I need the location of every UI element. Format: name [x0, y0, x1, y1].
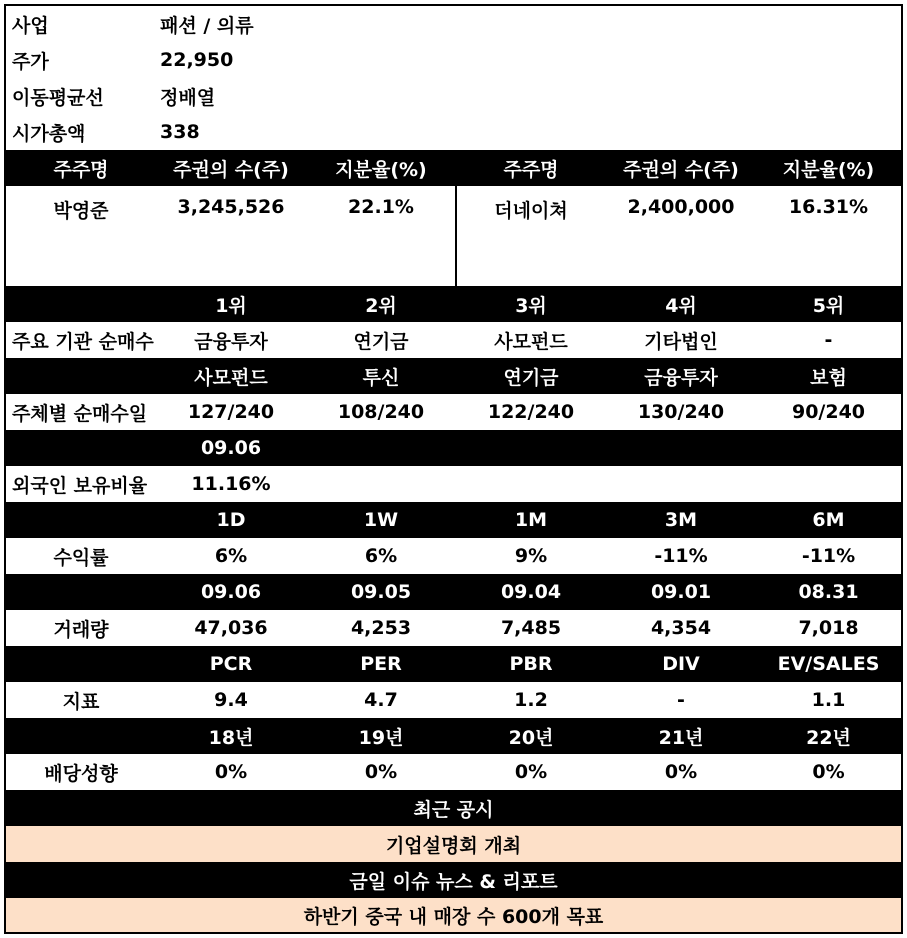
shareholder-name: 박영준	[53, 200, 109, 222]
value-cell: -11%	[654, 545, 708, 567]
info-value: 패션 / 의류	[160, 14, 254, 37]
entity-header-row	[6, 358, 901, 394]
date-cell: 09.01	[650, 581, 712, 603]
value-cell: 4,253	[350, 617, 412, 639]
row-label: 주요 기관 순매수	[12, 330, 154, 353]
volume-header-row	[6, 574, 901, 610]
header-cell: EV/SALES	[777, 653, 880, 675]
value-cell: 122/240	[487, 401, 575, 423]
date-cell: 09.06	[200, 437, 262, 459]
value-cell: 9%	[514, 545, 548, 567]
row-label: 지표	[62, 690, 100, 713]
foreign-row	[6, 466, 901, 502]
value-cell: 11.16%	[191, 473, 271, 495]
info-value: 338	[160, 121, 200, 143]
rank-cell: 3위	[515, 294, 547, 317]
header-cell: PCR	[209, 653, 253, 675]
value-cell: 기타법인	[644, 330, 718, 353]
rank-cell: 4위	[665, 294, 697, 317]
rank-cell: 1위	[215, 294, 247, 317]
header-cell: 금융투자	[644, 366, 718, 389]
value-cell: 0%	[364, 761, 398, 783]
dividend-header-row	[6, 718, 901, 754]
news-header-row	[6, 862, 901, 898]
rank-cell: 2위	[365, 294, 397, 317]
value-cell: 6%	[364, 545, 398, 567]
value-cell: 90/240	[791, 401, 866, 423]
header-cell: 사모펀드	[194, 366, 268, 389]
header-cell: 주권의 수(주)	[173, 158, 289, 181]
header-cell: 주권의 수(주)	[623, 158, 739, 181]
value-cell: 7,018	[798, 617, 859, 639]
value-cell: -	[677, 689, 685, 711]
value-cell: 4,354	[650, 617, 712, 639]
entity-days-row	[6, 394, 901, 430]
dividend-row	[6, 754, 901, 790]
rank-header-row	[6, 286, 901, 322]
header-cell: 22년	[806, 726, 851, 749]
info-label: 사업	[12, 14, 49, 37]
shareholder-shares: 3,245,526	[177, 196, 285, 218]
value-cell: 127/240	[187, 401, 275, 423]
value-cell: 0%	[214, 761, 248, 783]
value-cell: 0%	[514, 761, 548, 783]
disclosure-title: 최근 공시	[413, 798, 494, 821]
news-item: 하반기 중국 내 매장 수 600개 목표	[303, 905, 604, 928]
header-cell: 주주명	[53, 158, 109, 181]
value-cell: 0%	[812, 761, 845, 783]
info-row-price	[6, 42, 901, 78]
shareholders-header-row	[6, 150, 901, 186]
disclosure-header-row	[6, 790, 901, 826]
value-cell: 6%	[214, 545, 248, 567]
header-cell: 21년	[658, 726, 704, 749]
info-label: 주가	[12, 50, 49, 73]
value-cell: -11%	[801, 545, 856, 567]
returns-row	[6, 538, 901, 574]
header-cell: 19년	[358, 726, 404, 749]
value-cell: 금융투자	[194, 330, 268, 353]
header-cell: 연기금	[503, 366, 559, 389]
row-label: 주체별 순매수일	[12, 402, 148, 425]
value-cell: 사모펀드	[494, 330, 568, 353]
shareholders-value-row	[6, 186, 901, 286]
header-cell: 1W	[363, 509, 399, 531]
shareholder-name: 더네이쳐	[494, 200, 568, 222]
header-cell: 지분율(%)	[782, 158, 875, 181]
value-cell: 47,036	[194, 617, 268, 639]
value-cell: 4.7	[364, 689, 398, 711]
row-label: 수익률	[53, 546, 109, 569]
header-cell: 지분율(%)	[335, 158, 427, 181]
foreign-header-row	[6, 430, 901, 466]
news-item-row	[6, 898, 901, 932]
header-cell: DIV	[662, 653, 700, 675]
value-cell: 1.2	[514, 689, 548, 711]
header-cell: 3M	[664, 509, 698, 531]
date-cell: 08.31	[798, 581, 859, 603]
value-cell: 108/240	[337, 401, 425, 423]
divider	[455, 186, 457, 286]
date-cell: 09.04	[500, 581, 562, 603]
institution-row	[6, 322, 901, 358]
value-cell: 7,485	[500, 617, 562, 639]
value-cell: 130/240	[637, 401, 725, 423]
shareholder-shares: 2,400,000	[627, 196, 735, 218]
date-cell: 09.06	[200, 581, 262, 603]
header-cell: 18년	[208, 726, 254, 749]
row-label: 거래량	[53, 618, 109, 641]
returns-header-row	[6, 502, 901, 538]
value-cell: 1.1	[811, 689, 846, 711]
value-cell: 0%	[664, 761, 698, 783]
info-value: 22,950	[160, 49, 234, 71]
info-value: 정배열	[160, 86, 216, 109]
info-row-market-cap	[6, 114, 901, 150]
date-cell: 09.05	[350, 581, 412, 603]
indicators-row	[6, 682, 901, 718]
header-cell: 투신	[362, 366, 400, 389]
info-row-moving-average	[6, 78, 901, 114]
header-cell: PBR	[509, 653, 553, 675]
value-cell: -	[824, 329, 833, 351]
header-cell: 1D	[216, 509, 246, 531]
info-label: 시가총액	[12, 122, 86, 145]
indicators-header-row	[6, 646, 901, 682]
value-cell: 9.4	[214, 689, 248, 711]
header-cell: 20년	[508, 726, 554, 749]
info-row-business	[6, 6, 901, 42]
info-label: 이동평균선	[12, 86, 104, 109]
header-cell: PER	[360, 653, 402, 675]
row-label: 외국인 보유비율	[12, 474, 148, 497]
news-title: 금일 이슈 뉴스 & 리포트	[349, 870, 558, 893]
header-cell: 1M	[514, 509, 548, 531]
value-cell: 연기금	[353, 330, 409, 353]
stock-summary-sheet	[4, 4, 903, 934]
row-label: 배당성향	[44, 762, 118, 785]
disclosure-item-row	[6, 826, 901, 862]
volume-row	[6, 610, 901, 646]
header-cell: 6M	[812, 509, 845, 531]
shareholder-ratio: 22.1%	[348, 196, 414, 218]
header-cell: 주주명	[503, 158, 559, 181]
header-cell: 보험	[810, 366, 847, 389]
rank-cell: 5위	[812, 294, 845, 317]
shareholder-ratio: 16.31%	[788, 196, 869, 218]
disclosure-item: 기업설명회 개최	[385, 834, 522, 857]
